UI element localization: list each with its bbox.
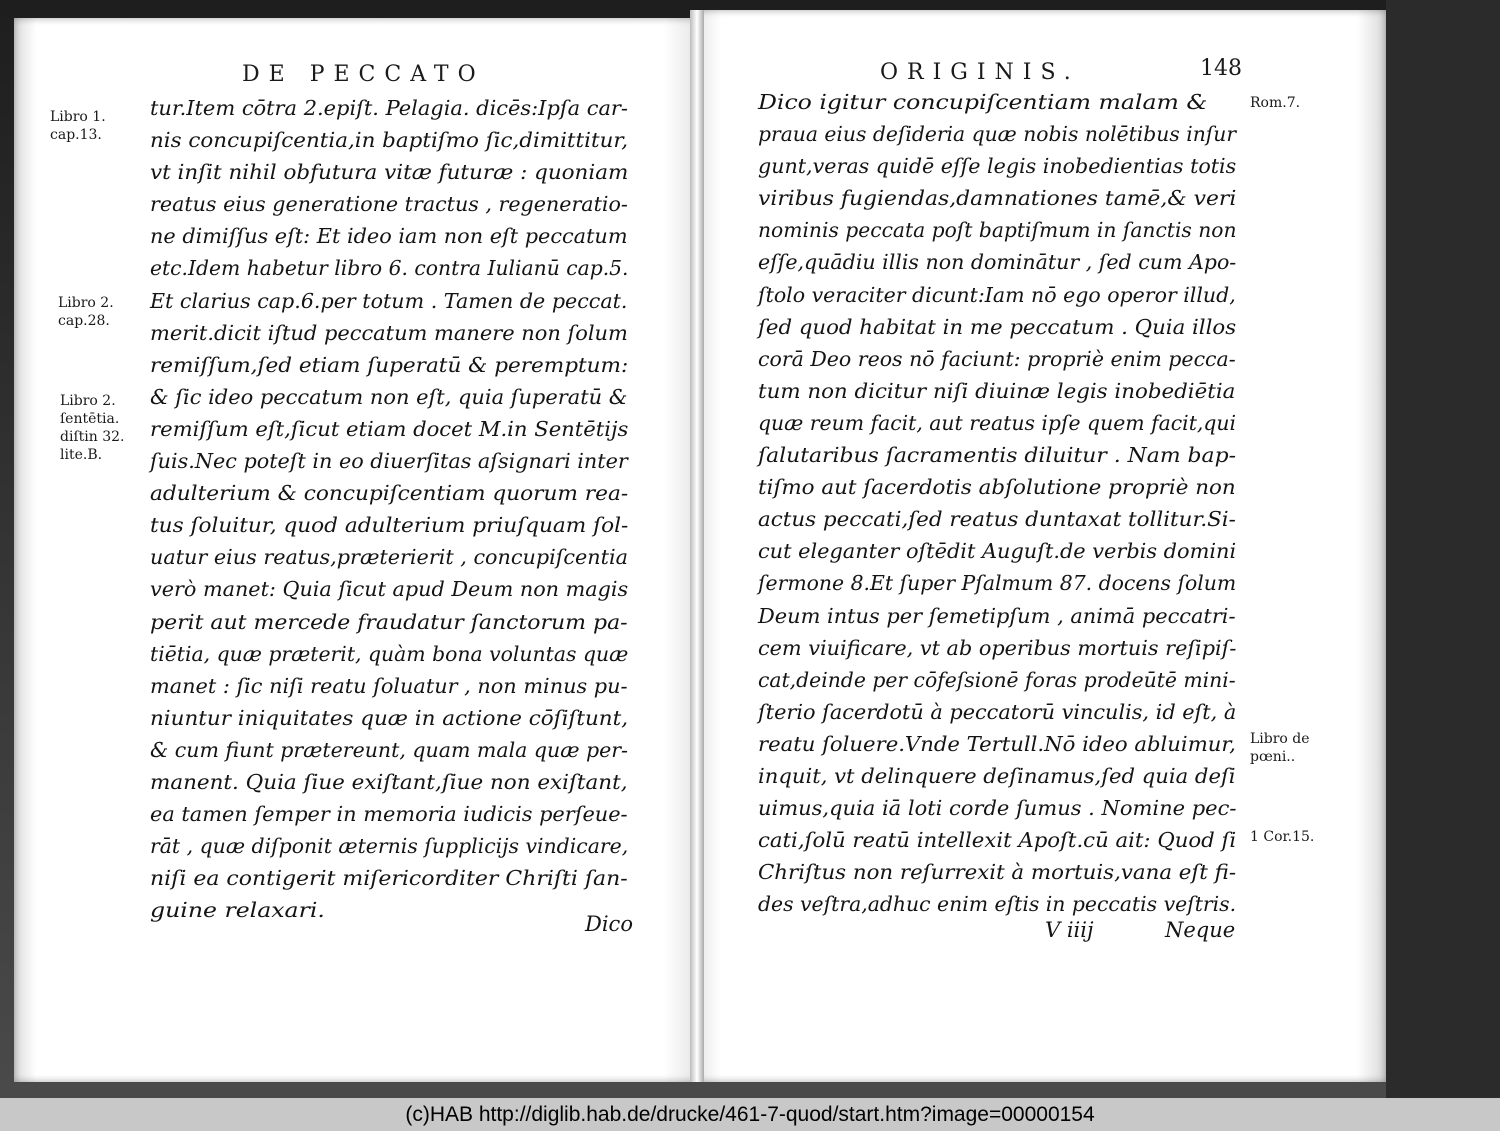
text-line: cut eleganter oſtēdit Auguſt.de verbis domini xyxy=(758,539,1237,564)
text-line: manent. Quia ſiue exiſtant,ſiue non exiſtant, xyxy=(150,769,628,794)
text-line: cem viuificare, vt ab operibus mortuis reſipiſ- xyxy=(758,635,1237,660)
text-line: tum non dicitur niſi diuinæ legis inobediētia xyxy=(758,378,1236,403)
text-line: praua eius deſideria quæ nobis nolētibus inſur xyxy=(758,122,1237,147)
text-line: cati,ſolū reatū intellexit Apoſt.cū ait: Quod ſi xyxy=(758,828,1237,853)
text-line: reatus eius generatione tractus , regeneratio- xyxy=(150,192,628,217)
right-running-head: ORIGINIS. xyxy=(880,60,1080,85)
text-line: verò manet: Quia ſicut apud Deum non magis xyxy=(150,577,629,602)
right-catchword: Neque xyxy=(1165,918,1236,942)
margin-note-line: Rom.7. xyxy=(1250,95,1301,111)
scan-background-edge xyxy=(1386,0,1500,1098)
text-line: uimus,quia iā loti corde ſumus . Nomine pec- xyxy=(758,796,1237,821)
left-margin-note-3 xyxy=(60,392,124,464)
text-line: perit aut mercede fraudatur ſanctorum pa- xyxy=(150,609,628,634)
text-line: remiſſum eſt,ſicut etiam docet M.in Sentētijs xyxy=(150,416,629,441)
text-line: niſi ea contigerit miſericorditer Chriſti ſan- xyxy=(150,866,628,891)
text-line: cat,deinde per cōfeſsionē foras prodeūtē mini- xyxy=(758,667,1236,692)
margin-note-line: 1 Cor.15. xyxy=(1250,829,1315,845)
margin-note-line: Libro 1. xyxy=(50,109,106,125)
left-margin-note-2 xyxy=(58,294,114,330)
margin-note-line: cap.28. xyxy=(58,313,110,329)
text-line: ea tamen ſemper in memoria iudicis perſeue- xyxy=(150,802,628,827)
text-line: corā Deo reos nō faciunt: propriè enim pecca- xyxy=(758,346,1236,371)
text-line: ſuis.Nec poteſt in eo diuerſitas aſsignari inter xyxy=(150,449,628,474)
text-line: nis concupiſcentia,in baptiſmo ſic,dimittitur, xyxy=(150,128,629,153)
text-line: ſed quod habitat in me peccatum . Quia illos xyxy=(758,314,1237,339)
right-page-body-text xyxy=(758,86,1238,920)
text-line: guine relaxari. xyxy=(150,898,325,923)
text-line: tiſmo aut ſacerdotis abſolutione propriè non xyxy=(758,475,1236,500)
text-line: eſſe,quādiu illis non dominātur , ſed cum Apo- xyxy=(758,250,1237,275)
left-catchword: Dico xyxy=(585,912,633,936)
text-line: reatu ſoluere.Vnde Tertull.Nō ideo abluimur, xyxy=(758,731,1236,756)
text-line: tiētia, quæ præterit, quàm bona voluntas quæ xyxy=(150,641,629,666)
text-line: quæ reum facit, aut reatus ipſe quem facit,qui xyxy=(758,410,1237,435)
text-line: tus ſoluitur, quod adulterium priuſquam ſol- xyxy=(150,513,629,538)
text-line: remiſſum,ſed etiam ſuperatū & peremptum: xyxy=(150,352,629,377)
margin-note-line: lite.B. xyxy=(60,447,103,463)
text-line: tur.Item cōtra 2.epiſt. Pelagia. dicēs:Ipſa car- xyxy=(150,96,629,120)
text-line: ſterio ſacerdotū à peccatorū vinculis, id eſt, à xyxy=(758,699,1237,724)
left-running-head: DE PECCATO xyxy=(242,62,485,87)
margin-note-line: ſentētia. xyxy=(60,411,120,427)
text-line: ſtolo veraciter dicunt:Iam nō ego operor illud, xyxy=(758,282,1236,307)
text-line: Chriſtus non reſurrexit à mortuis,vana eſt fi- xyxy=(758,860,1237,885)
margin-note-line: Libro 2. xyxy=(60,393,116,409)
margin-note-line: pœni.. xyxy=(1250,749,1296,765)
text-line: merit.dicit iſtud peccatum manere non ſolum xyxy=(150,320,628,345)
text-line: actus peccati,ſed reatus duntaxat tollitur.Si- xyxy=(758,507,1236,532)
text-line: uatur eius reatus,præterierit , concupiſcentia xyxy=(150,545,628,570)
right-margin-note-2 xyxy=(1250,730,1310,766)
text-line: ne dimiſſus eſt: Et ideo iam non eſt peccatum xyxy=(150,224,628,249)
page-number: 148 xyxy=(1200,56,1242,81)
text-line: & ſic ideo peccatum non eſt, quia ſuperatū & xyxy=(150,384,628,409)
text-line: viribus fugiendas,damnationes tamē,& veri xyxy=(758,186,1237,211)
text-line: manet : ſic niſi reatu ſoluatur , non minus pu- xyxy=(150,673,628,698)
signature-mark: V iiij xyxy=(1045,918,1094,942)
text-line: ſalutaribus ſacramentis diluitur . Nam bap- xyxy=(758,443,1236,468)
margin-note-line: Libro de xyxy=(1250,731,1310,747)
text-line: Dico igitur concupiſcentiam malam & xyxy=(758,90,1208,114)
margin-note-line: Libro 2. xyxy=(58,295,114,311)
text-line: etc.Idem habetur libro 6. contra Iulianū cap.5. xyxy=(150,256,629,281)
margin-note-line: diſtin 32. xyxy=(60,429,125,445)
margin-note-line: cap.13. xyxy=(50,127,102,143)
text-line: adulterium & concupiſcentiam quorum rea- xyxy=(150,481,629,506)
text-line: ſermone 8.Et ſuper Pſalmum 87. docens ſolum xyxy=(758,571,1237,596)
text-line: gunt,veras quidē eſſe legis inobedientias totis xyxy=(758,154,1237,179)
left-page-body-text xyxy=(150,92,640,926)
text-line: rāt , quæ diſponit æternis ſupplicijs vindicare, xyxy=(150,834,629,859)
footer-text: (c)HAB http://diglib.hab.de/drucke/461-7-quod/start.htm?image=00000154 xyxy=(405,1102,1095,1126)
text-line: vt inſit nihil obfutura vitæ futuræ : quoniam xyxy=(150,160,629,185)
text-line: nominis peccata poſt baptiſmum in ſanctis non xyxy=(758,218,1237,243)
right-margin-note-3 xyxy=(1250,828,1314,846)
text-line: des veſtra,adhuc enim eſtis in peccatis veſtris. xyxy=(758,892,1237,917)
text-line: Deum intus per ſemetipſum , animā peccatri- xyxy=(758,603,1236,628)
text-line: & cum fiunt prætereunt, quam mala quæ per- xyxy=(150,737,628,762)
copyright-footer xyxy=(0,1098,1500,1131)
text-line: niuntur iniquitates quæ in actione cōſiſtunt, xyxy=(150,705,629,730)
left-margin-note-1 xyxy=(50,108,106,144)
text-line: inquit, vt delinquere deſinamus,ſed quia deſi xyxy=(758,763,1236,788)
text-line: Et clarius cap.6.per totum . Tamen de peccat. xyxy=(150,288,628,313)
